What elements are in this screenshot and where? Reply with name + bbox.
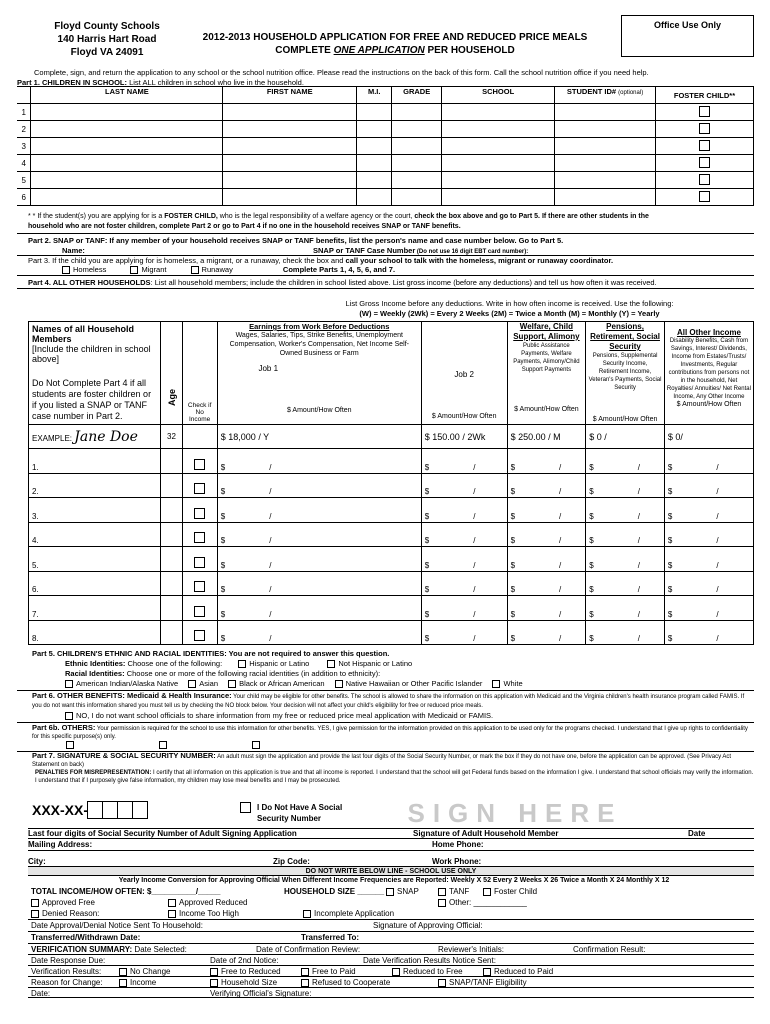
no-income-checkbox[interactable] [194, 581, 205, 592]
tanf-checkbox[interactable] [438, 888, 446, 896]
office-use-box: Office Use Only [621, 15, 754, 57]
part1-heading: Part 1. CHILDREN IN SCHOOL: List ALL children in school who live in the household. [17, 78, 304, 87]
example-row: EXAMPLE: Jane Doe 32 $ 18,000 / Y $ 150.00 / 2Wk $ 250.00 / M $ 0 / $ 0/ [29, 425, 754, 449]
school-use-banner: DO NOT WRITE BELOW LINE - SCHOOL USE ONLY [28, 866, 754, 876]
foster-checkbox[interactable] [699, 123, 710, 134]
ssn-digit-box[interactable] [132, 801, 148, 819]
income-conversion: Yearly Income Conversion for Approving Official When Different Income Frequencies are Reported: Weekly X 52 Every 2 Weeks X 26 Twice a Month X 24 Monthly X 12 [118, 877, 670, 884]
foster-checkbox[interactable] [699, 174, 710, 185]
migrant-checkbox[interactable] [130, 266, 138, 274]
child-row-number: 2 [17, 121, 31, 138]
income-too-high-checkbox[interactable] [168, 910, 176, 918]
denied-checkbox[interactable] [31, 910, 39, 918]
mailing-address-label: Mailing Address: [28, 840, 93, 849]
job1-header: Earnings from Work Before Deductions Wages, Salaries, Tips, Strike Benefits, Unemployment Compensation, Worker's Compensation, Net Income Self-Owned Business or Farm Job 1 $ Amount/How Often [217, 322, 421, 425]
approved-free-checkbox[interactable] [31, 899, 39, 907]
no-income-checkbox[interactable] [194, 483, 205, 494]
race-native-checkbox[interactable] [65, 680, 73, 688]
no-income-checkbox[interactable] [194, 557, 205, 568]
runaway-checkbox[interactable] [191, 266, 199, 274]
no-income-checkbox[interactable] [194, 459, 205, 470]
no-income-checkbox[interactable] [194, 630, 205, 641]
no-ssn-option: I Do Not Have A Social Security Number [240, 802, 367, 824]
refused-checkbox[interactable] [301, 979, 309, 987]
member-row: 1. $ / $ / $ / $ / $ / [29, 449, 754, 474]
col-grade: GRADE [392, 87, 442, 104]
col-student-id: STUDENT ID# (optional) [555, 87, 656, 104]
no-income-checkbox[interactable] [194, 532, 205, 543]
race-asian-checkbox[interactable] [188, 680, 196, 688]
race-black-checkbox[interactable] [228, 680, 236, 688]
city-label: City: [28, 857, 46, 866]
names-header: Names of all Household Members [Include the children in school above] Do Not Complete Part 4 if all students are foster children or if you listed a SNAP or TANF case number in Part 2. [29, 322, 161, 425]
income-change-checkbox[interactable] [119, 979, 127, 987]
household-income-table [28, 321, 754, 645]
snap-tanf-eligibility-checkbox[interactable] [438, 979, 446, 987]
race-hawaiian-checkbox[interactable] [335, 680, 343, 688]
no-income-checkbox[interactable] [194, 606, 205, 617]
part3-options: Homeless Migrant Runaway Complete Parts 1, 4, 5, 6, and 7. [62, 265, 395, 274]
member-row: 8. $ / $ / $ / $ / $ / [29, 620, 754, 645]
org-address: 140 Harris Hart Road [57, 34, 157, 45]
zip-label: Zip Code: [273, 857, 310, 866]
sign-here-watermark: SIGN HERE [407, 798, 623, 828]
part7-section: Part 7. SIGNATURE & SOCIAL SECURITY NUMBER: An adult must sign the application and provide the last four digits of the Social Security Number, or mark the box if they do not have one, before the application can be approved. (See Privacy Act Statement on back) PENALTIES FOR MISREPRESENTATION: I certify that all information on this application is true and that all income is reported. I understand that the school will get Federal funds based on the information I give. I understand that school officials may verify the information. I understand that if I purposely give false information, my children may lose meal benefits and I may be prosecuted. [32, 751, 754, 784]
ssn-field: XXX-XX- [32, 801, 148, 819]
ssn-caption: Last four digits of Social Security Number of Adult Signing Application [28, 829, 297, 838]
foster-checkbox[interactable] [699, 191, 710, 202]
no-change-checkbox[interactable] [119, 968, 127, 976]
signature-caption: Signature of Adult Household Member [413, 829, 559, 838]
part5-section: Part 5. CHILDREN'S ETHNIC AND RACIAL IDENTITIES: You are not required to answer this question. Ethnic Identities: Choose one of the following: Hispanic or Latino Not Hispanic or Latino Racial Identities: Choose one or more of the following racial identities (in addition to ethnicity): American Indian/Alaska Native Asian Black or African American Native Hawaiian or Other Pacific Islander White [32, 649, 523, 688]
col-last-name: LAST NAME [31, 87, 223, 104]
member-row: 6. $ / $ / $ / $ / $ / [29, 571, 754, 596]
part4-heading: Part 4. ALL OTHER HOUSEHOLDS: List all household members; include the children in school listed above. List gross income (before any deductions) and tell us how often it was received. [28, 278, 657, 287]
part6-section: Part 6. OTHER BENEFITS: Medicaid & Health Insurance: Your child may be eligible for other benefits. The school is allowed to share the information on this application with Medicaid and the Virginia children's health insurance program called FAMIS. If you do not want this information shared you must tell us by checking the NO block below. Your decision will not affect your child's eligibility for free or reduced price meals. NO, I do not want school officials to share information from my free or reduced price meal application with Medicaid or FAMIS. [32, 691, 745, 720]
other-benefit-checkbox[interactable] [66, 741, 74, 749]
other-benefit-checkbox[interactable] [159, 741, 167, 749]
col-mi: M.I. [357, 87, 392, 104]
no-income-header: Check if No Income [182, 322, 217, 425]
col-school: SCHOOL [442, 87, 555, 104]
foster-office-checkbox[interactable] [483, 888, 491, 896]
child-row-number: 4 [17, 155, 31, 172]
no-income-checkbox[interactable] [194, 508, 205, 519]
children-table [17, 86, 754, 206]
free-to-paid-checkbox[interactable] [301, 968, 309, 976]
part3-heading: Part 3. If the child you are applying for is homeless, a migrant, or a runaway, check the box and call your school to talk with the homeless, migrant or runaway coordinator. [28, 256, 614, 265]
col-first-name: FIRST NAME [223, 87, 357, 104]
homeless-checkbox[interactable] [62, 266, 70, 274]
part2-name-label: Name: [62, 246, 85, 255]
ssn-digit-box[interactable] [102, 801, 118, 819]
part6b-checkboxes [66, 740, 263, 749]
other-checkbox[interactable] [438, 899, 446, 907]
child-row-number: 6 [17, 189, 31, 206]
child-row-number: 5 [17, 172, 31, 189]
job2-header: Job 2 $ Amount/How Often [421, 322, 507, 425]
work-phone-label: Work Phone: [432, 857, 482, 866]
no-ssn-checkbox[interactable] [240, 802, 251, 813]
child-row-number: 1 [17, 104, 31, 121]
welfare-header: Welfare, Child Support, Alimony Public Assistance Payments, Welfare Payments, Alimony/Child Support Payments $ Amount/How Often [507, 322, 586, 425]
member-row: 2. $ / $ / $ / $ / $ / [29, 473, 754, 498]
foster-note: * * If the student(s) you are applying for is a FOSTER CHILD, who is the legal responsibility of a welfare agency or the court, check the box above and go to Part 5. If there are other students in the household who are not foster children, complete Part 2 or go to Part 4 if no one in the household receives SNAP or TANF benefits. [28, 213, 649, 230]
org-city: Floyd VA 24091 [70, 47, 144, 58]
ssn-digit-box[interactable] [87, 801, 103, 819]
foster-checkbox[interactable] [699, 106, 710, 117]
foster-checkbox[interactable] [699, 140, 710, 151]
incomplete-checkbox[interactable] [303, 910, 311, 918]
org-name: Floyd County Schools [54, 21, 160, 32]
home-phone-label: Home Phone: [432, 840, 484, 849]
member-row: 5. $ / $ / $ / $ / $ / [29, 547, 754, 572]
form-title: 2012-2013 HOUSEHOLD APPLICATION FOR FREE AND REDUCED PRICE MEALS COMPLETE ONE APPLICATION PER HOUSEHOLD [202, 32, 588, 56]
office-section: TOTAL INCOME/HOW OFTEN: $__________/_____ HOUSEHOLD SIZE ______ SNAP TANF Foster Child Approved Free Approved Reduced Other: ____________ Denied Reason: Income Too High Incomplete Application Date Approval/Denial Notice Sent To Household: Signature of Approving Official: Transferred/Withdrawn Date: Transferred To: VERIFICATION SUMMARY: Date Selected: Date of Confirmation Review: Reviewer's Initials: Confirmation Result: Date Response Due: Date of 2nd Notice: Date Verification Results Notice Sent: Verification Results: No Change Free to Reduced Free to Paid Reduced to Free Reduced to Paid Reason for Change: Income Household Size Refused to Cooperate SNAP/TANF Eligibility Date: Verifying Official's Signature: [28, 886, 754, 998]
member-row: 4. $ / $ / $ / $ / $ / [29, 522, 754, 547]
ssn-digit-box[interactable] [117, 801, 133, 819]
hispanic-checkbox[interactable] [238, 660, 246, 668]
pensions-header: Pensions, Retirement, Social Security Pensions, Supplemental Security Income, Retirement Income, Veteran's Payments, Social Security $ Amount/How Often [586, 322, 665, 425]
household-size-checkbox[interactable] [210, 979, 218, 987]
other-benefit-checkbox[interactable] [252, 741, 260, 749]
col-foster-child: FOSTER CHILD** [656, 87, 754, 104]
age-header: Age [161, 322, 182, 425]
member-row: 3. $ / $ / $ / $ / $ / [29, 498, 754, 523]
gross-income-instructions: List Gross Income before any deductions. Write in how often income is received. Use the following: (W) = Weekly (2Wk) = Every 2 Weeks (2M) = Twice a Month (M) = Monthly (Y) = Yearly [345, 299, 674, 318]
snap-checkbox[interactable] [386, 888, 394, 896]
intro-text: Complete, sign, and return the application to any school or the school nutrition office. Please read the instructions on the back of this form. Call the school nutrition office if you need help. [34, 68, 649, 77]
part2-heading: Part 2. SNAP or TANF: If any member of your household receives SNAP or TANF benefits, list the person's name and case number below. Go to Part 5. [28, 236, 564, 245]
reduced-to-free-checkbox[interactable] [392, 968, 400, 976]
child-row-number: 3 [17, 138, 31, 155]
member-row: 7. $ / $ / $ / $ / $ / [29, 596, 754, 621]
race-white-checkbox[interactable] [492, 680, 500, 688]
foster-checkbox[interactable] [699, 157, 710, 168]
approved-reduced-checkbox[interactable] [168, 899, 176, 907]
part6b-section: Part 6b. OTHERS: Your permission is required for the school to use this information for other benefits. YES, I give permission for the information provided on this application to be used only for the programs checked. I understand that I give up rights to confidentiality for this specific purpose(s) only. [32, 723, 748, 740]
other-income-header: All Other Income Disability Benefits, Cash from Savings, Interest/ Dividends, Income from Estates/Trusts/ Investments, Regular contributions from persons not in the household, Net Royalties/ Annuities/ Net Rental Income, Any Other Income $ Amount/How Often [664, 322, 753, 425]
medicaid-no-checkbox[interactable] [65, 712, 73, 720]
part2-case-label: SNAP or TANF Case Number (Do not use 16 digit EBT card number): [313, 246, 529, 255]
date-caption: Date [688, 829, 706, 838]
not-hispanic-checkbox[interactable] [327, 660, 335, 668]
free-to-reduced-checkbox[interactable] [210, 968, 218, 976]
reduced-to-paid-checkbox[interactable] [483, 968, 491, 976]
